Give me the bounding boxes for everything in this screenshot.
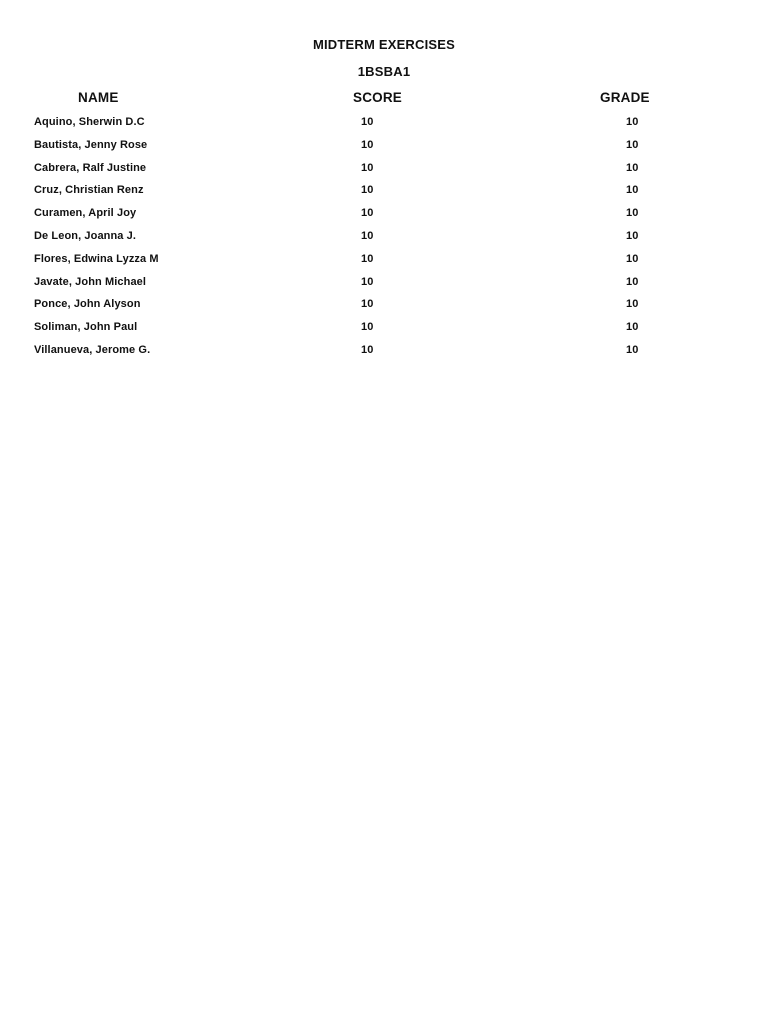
- student-name: Bautista, Jenny Rose: [34, 138, 148, 151]
- table-row: [0, 207, 768, 230]
- table-row: [0, 344, 768, 367]
- student-score: 10: [361, 138, 374, 151]
- table-row: [0, 230, 768, 253]
- student-grade: 10: [626, 298, 639, 311]
- student-score: 10: [361, 252, 374, 265]
- student-score: 10: [361, 298, 374, 311]
- student-grade: 10: [626, 138, 639, 151]
- student-grade: 10: [626, 343, 639, 356]
- student-score: 10: [361, 184, 374, 197]
- student-name: Ponce, John Alyson: [34, 298, 141, 311]
- student-score: 10: [361, 343, 374, 356]
- student-grade: 10: [626, 161, 639, 174]
- grades-table: [0, 116, 768, 367]
- column-header-score: SCORE: [353, 90, 403, 105]
- table-row: [0, 321, 768, 344]
- student-grade: 10: [626, 275, 639, 288]
- student-score: 10: [361, 321, 374, 334]
- student-grade: 10: [626, 229, 639, 242]
- student-score: 10: [361, 161, 374, 174]
- table-row: [0, 253, 768, 276]
- student-score: 10: [361, 275, 374, 288]
- student-score: 10: [361, 116, 374, 128]
- student-name: Curamen, April Joy: [34, 207, 137, 220]
- document-title: MIDTERM EXERCISES: [312, 37, 456, 52]
- student-grade: 10: [626, 252, 639, 265]
- table-row: [0, 162, 768, 185]
- student-name: Cruz, Christian Renz: [34, 184, 144, 197]
- student-name: Soliman, John Paul: [34, 321, 138, 334]
- column-header-grade: GRADE: [600, 90, 650, 105]
- student-score: 10: [361, 207, 374, 220]
- column-header-name: NAME: [78, 90, 119, 105]
- student-name: Cabrera, Ralf Justine: [34, 161, 147, 174]
- section-title: 1BSBA1: [357, 64, 411, 79]
- student-score: 10: [361, 229, 374, 242]
- student-name: De Leon, Joanna J.: [34, 229, 137, 242]
- student-grade: 10: [626, 321, 639, 334]
- table-row: [0, 139, 768, 162]
- table-row: [0, 298, 768, 321]
- student-name: Aquino, Sherwin D.C: [34, 116, 145, 128]
- student-grade: 10: [626, 207, 639, 220]
- table-row: [0, 276, 768, 299]
- student-name: Javate, John Michael: [34, 275, 147, 288]
- table-row: [0, 184, 768, 207]
- student-grade: 10: [626, 184, 639, 197]
- student-name: Villanueva, Jerome G.: [34, 343, 151, 356]
- student-grade: 10: [626, 116, 639, 128]
- table-row: [0, 116, 768, 139]
- student-name: Flores, Edwina Lyzza M: [34, 252, 159, 265]
